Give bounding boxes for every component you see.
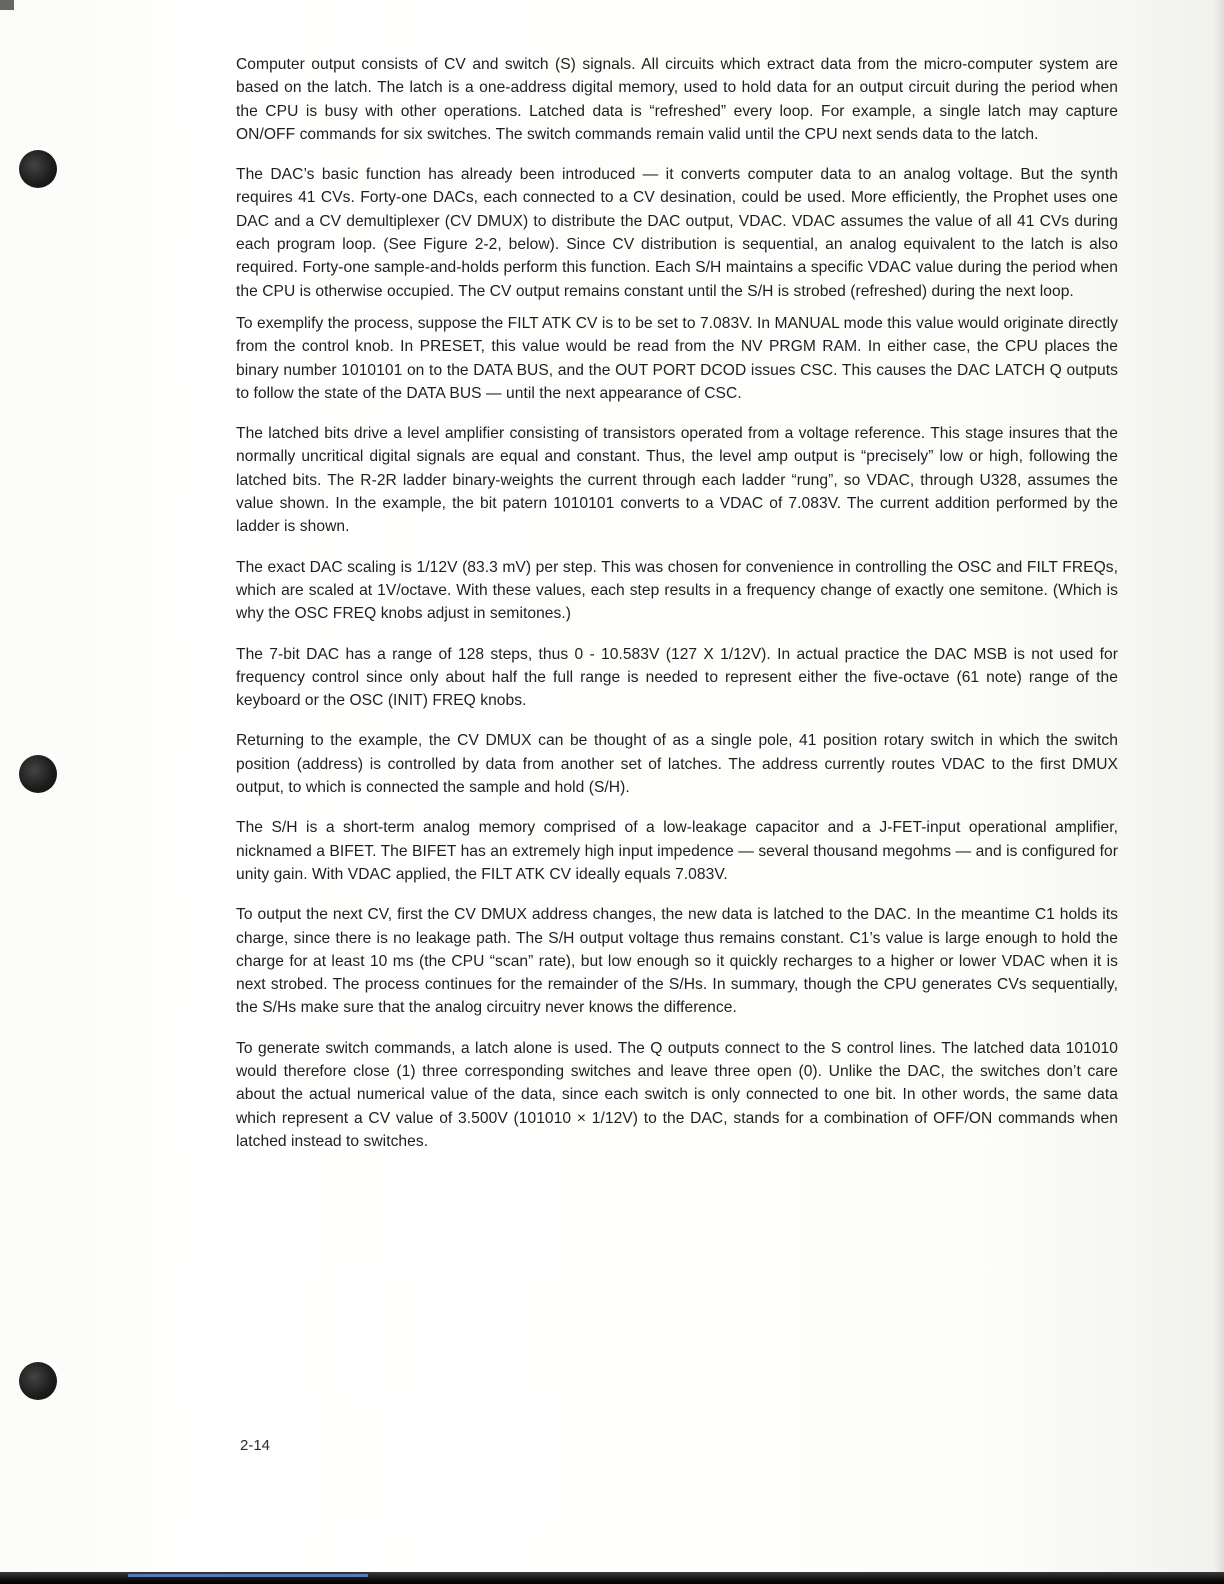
paragraph-switch-commands: To generate switch commands, a latch alone is used. The Q outputs connect to the S control lines. The latched data 101010 would therefore close (1) three corresponding switches and leave three open (0). Unlike the DAC, the switches don’t care about the actual numerical value of the data, since each switch is only connected to one bit. In other words, the same data which represent a CV value of 3.500V (101010 × 1/12V) to the DAC, stands for a combination of OFF/ON commands when latched instead to switches. <box>236 1039 1118 1150</box>
paragraph-dac-range: The 7-bit DAC has a range of 128 steps, thus 0 - 10.583V (127 X 1/12V). In actual practice the DAC MSB is not used for frequency control since only about half the full range is needed to represent either the five-octave (61 note) range of the keyboard or the OSC (INIT) FREQ knobs. <box>236 645 1118 710</box>
paragraph-latch-output: Computer output consists of CV and switch (S) signals. All circuits which extract data from the micro-computer system are based on the latch. The latch is a one-address digital memory, used to hold data for an output circuit during the period when the CPU is busy with other operations. Latched data is “refreshed” every loop. For example, a single latch may capture ON/OFF commands for six switches. The switch commands remain valid until the CPU next sends data to the latch. <box>236 56 1118 143</box>
page-edge-shadow <box>1214 0 1224 1572</box>
paragraph-cv-dmux: Returning to the example, the CV DMUX can be thought of as a single pole, 41 position rotary switch in which the switch position (address) is controlled by data from another set of latches. The address currently routes VDAC to the first DMUX output, to which is connected the sample and hold (S/H). <box>236 732 1118 797</box>
paragraph-level-amplifier: The latched bits drive a level amplifier consisting of transistors operated from a voltage reference. This stage insures that the normally uncritical digital signals are equal and constant. Thus, the level amp output is “precisely” low or high, following the latched bits. The R-2R ladder binary-weights the current through each ladder “rung”, so VDAC, through U328, assumes the value shown. In the example, the bit patern 1010101 converts to a VDAC of 7.083V. The current addition performed by the ladder is shown. <box>236 425 1118 536</box>
binder-hole-middle <box>19 755 57 793</box>
scan-bottom-edge <box>0 1572 1224 1584</box>
binder-hole-bottom <box>19 1362 57 1400</box>
paragraph-sample-hold: The S/H is a short-term analog memory comprised of a low-leakage capacitor and a J-FET-input operational amplifier, nicknamed a BIFET. The BIFET has an extremely high input impedence — several thousand megohms — and is configured for unity gain. With VDAC applied, the FILT ATK CV ideally equals 7.083V. <box>236 819 1118 883</box>
page-number: 2-14 <box>240 1437 271 1454</box>
body-text <box>236 53 1118 1153</box>
paragraph-dac-function: The DAC’s basic function has already been introduced — it converts computer data to an analog voltage. But the synth requires 41 CVs. Forty-one DACs, each connected to a CV desination, could be used. More efficiently, the Prophet uses one DAC and a CV demultiplexer (CV DMUX) to distribute the DAC output, VDAC. VDAC assumes the value of all 41 CVs during each program loop. (See Figure 2-2, below). Since CV distribution is sequential, an analog equivalent to the latch is also required. Forty-one sample-and-holds perform this function. Each S/H maintains a specific VDAC value during the period when the CPU is otherwise occupied. The CV output remains constant until the S/H is strobed (refreshed) during the next loop. <box>236 166 1118 300</box>
paragraph-next-cv: To output the next CV, first the CV DMUX address changes, the new data is latched to the DAC. In the meantime C1 holds its charge, since there is no leakage path. The S/H output voltage thus remains constant. C1’s value is large enough to hold the charge for at least 10 ms (the CPU “scan” rate), but low enough so it quickly recharges to a higher or lower VDAC when it is next strobed. The process continues for the remainder of the S/Hs. In summary, though the CPU generates CVs sequentially, the S/Hs make sure that the analog circuitry never knows the difference. <box>236 906 1118 1017</box>
binder-hole-top <box>19 150 57 188</box>
scan-corner-mark <box>0 0 14 10</box>
paragraph-dac-scaling: The exact DAC scaling is 1/12V (83.3 mV) per step. This was chosen for convenience in controlling the OSC and FILT FREQs, which are scaled at 1V/octave. With these values, each step results in a frequency change of exactly one semitone. (Which is why the OSC FREQ knobs adjust in semitones.) <box>236 558 1118 623</box>
paragraph-filt-atk-example: To exemplify the process, suppose the FILT ATK CV is to be set to 7.083V. In MANUAL mode this value would originate directly from the control knob. In PRESET, this value would be read from the NV PRGM RAM. In either case, the CPU places the binary number 1010101 on to the DATA BUS, and the OUT PORT DCOD issues CSC. This causes the DAC LATCH Q outputs to follow the state of the DATA BUS — until the next appearance of CSC. <box>236 314 1118 402</box>
scan-edge-tab <box>128 1574 368 1577</box>
